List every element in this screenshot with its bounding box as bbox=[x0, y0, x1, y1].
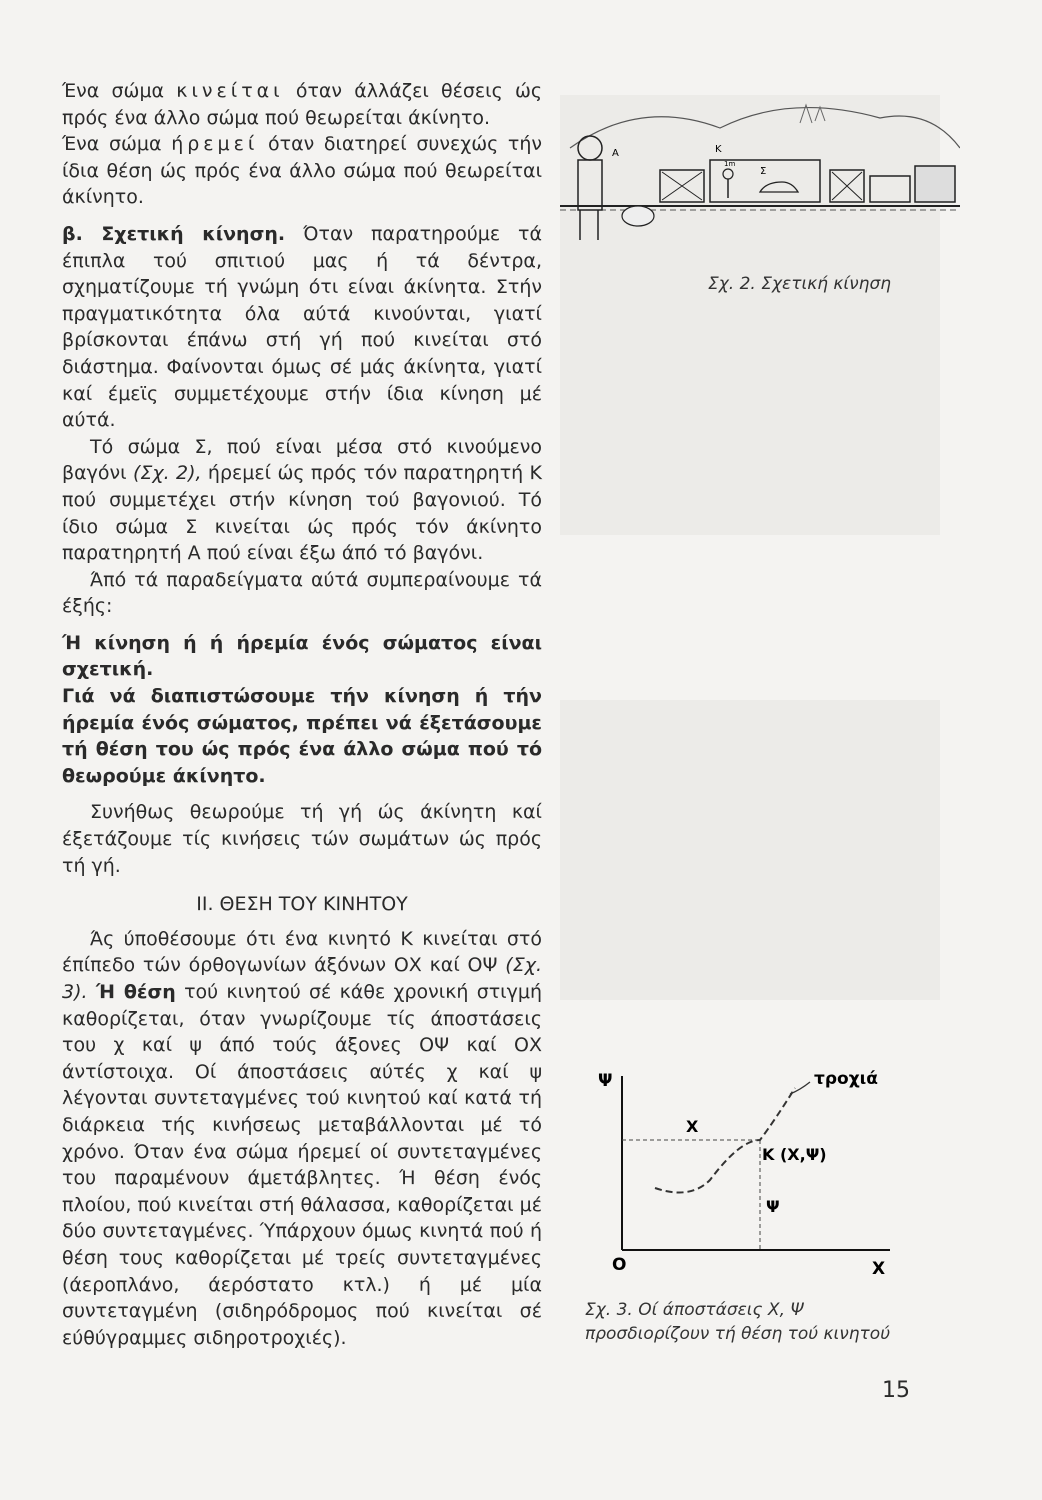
axis-label-x: Χ bbox=[872, 1259, 886, 1279]
paragraph: Άς ύποθέσουμε ότι ένα κινητό Κ κινείται στό έπίπεδο τών όρθογωνίων άξόνων ΟΧ καί ΟΨ (Σχ. 3). Ή θέση τού κινητού σέ κάθε χρονική στιγμή καθορίζεται, όταν γνωρίζουμε τίς άποστάσεις του χ καί ψ άπό τούς άξονες ΟΨ καί ΟΧ άντίστοιχα. Οί άποστάσεις αύτές χ καί ψ λέγονται συντεταγμένες τού κινητού καί κατά τή διάρκεια τής κινήσεως μεταβάλλονται μέ τό χρόνο. Όταν ένα σώμα ήρεμεί οί συντεταγμένες του παραμένουν άμετάβλητες. Ή θέση ένός πλοίου, πού κινείται στή θάλασσα, καθορίζεται μέ δύο συντεταγμένες. Ύπάρχουν όμως κινητά πού ή θέση τους καθορίζεται μέ τρείς συντεταγμένες (άεροπλάνο, άερόστατο κτλ.) ή μέ μία συντεταγμένη (σιδηρόδρομος πού κινείται σέ εύθύγραμμες σιδηροτροχιές). bbox=[62, 927, 542, 1349]
car-sigma bbox=[760, 182, 798, 192]
x-distance-label: Χ bbox=[686, 1117, 699, 1136]
main-text-column bbox=[62, 78, 542, 1351]
wagon-cross bbox=[662, 172, 702, 200]
coal-wagon bbox=[870, 176, 910, 202]
origin-label: Ο bbox=[612, 1255, 627, 1275]
y-distance-label: Ψ bbox=[766, 1197, 780, 1216]
sheep bbox=[622, 206, 654, 226]
paragraph: Άπό τά παραδείγματα αύτά συμπεραίνουμε τά έξής: bbox=[62, 568, 542, 618]
paragraph: Τό σώμα Σ, πού είναι μέσα στό κινούμενο βαγόνι (Σχ. 2), ήρεμεί ώς πρός τόν παρατηρητή Κ πού συμμετέχει στήν κίνηση τού βαγονιού. Τό ίδιο σώμα Σ κινείται ώς πρός τόν άκίνητο παρατηρητή Α πού είναι έξω άπό τό βαγόνι. bbox=[62, 435, 542, 565]
relative-motion-illustration bbox=[560, 88, 960, 258]
locomotive bbox=[915, 166, 955, 202]
figure3-caption: Σχ. 3. Οί άποστάσεις Χ, Ψ προσδιορίζουν τή θέση τού κινητού bbox=[585, 1300, 891, 1344]
paragraph: Ένα σώμα κινείται όταν άλλάζει θέσεις ώς πρός ένα άλλο σώμα πού θεωρείται άκίνητο. bbox=[62, 80, 543, 129]
hills bbox=[570, 108, 960, 148]
trajectory-curve bbox=[655, 1088, 795, 1193]
observer-k-head bbox=[723, 169, 733, 179]
section-title: ΙΙ. ΘΕΣΗ ΤΟΥ ΚΙΝΗΤΟΥ bbox=[196, 893, 408, 916]
coordinates-diagram bbox=[590, 1060, 910, 1280]
observer-a-legs bbox=[580, 210, 598, 240]
label-sigma: Σ bbox=[760, 166, 767, 177]
bold-statement: Ή κίνηση ή ή ήρεμία ένός σώματος είναι σχετική. bbox=[62, 631, 542, 681]
paragraph: Ένα σώμα ήρεμεί όταν διατηρεί συνεχώς τήν ίδια θέση ώς πρός ένα άλλο σώμα πού θεωρείται άκίνητο. bbox=[62, 133, 543, 209]
label-a: Α bbox=[612, 148, 619, 159]
observer-a-body bbox=[578, 160, 602, 210]
paragraph: Συνήθως θεωρούμε τή γή ώς άκίνητη καί έξετάζουμε τίς κινήσεις τών σωμάτων ώς πρός τή γή. bbox=[62, 801, 542, 877]
trajectory-label: τροχιά bbox=[814, 1069, 878, 1089]
paragraph: β. Σχετική κίνηση. Όταν παρατηρούμε τά έπιπλα τού σπιτιού μας ή τά δέντρα, σχηματίζουμε τή γνώμη ότι είναι άκίνητα. Στήν πραγματικότητα όλα αύτά κινούνται, γιατί βρίσκονται έπάνω στή γή πού κινείται στό διάστημα. Φαίνονται όμως σέ μάς άκίνητα, γιατί καί έμεϊς συμμετέχουμε στήν ίδια κίνηση μέ αύτά. bbox=[62, 222, 543, 432]
figure2-caption: Σχ. 2. Σχετική κίνηση bbox=[708, 274, 891, 294]
point-k-label: Κ (Χ,Ψ) bbox=[762, 1145, 827, 1164]
observer-a-head bbox=[578, 136, 602, 160]
page-number: 15 bbox=[882, 1378, 910, 1403]
label-k: Κ bbox=[715, 144, 722, 155]
wagon-cross bbox=[832, 172, 862, 200]
axis-label-y: Ψ bbox=[598, 1071, 613, 1091]
bold-statement: Γιά νά διαπιστώσουμε τήν κίνηση ή τήν ήρεμία ένός σώματος, πρέπει νά έξετάσουμε τή θέση του ώς πρός ένα άλλο σώμα πού τό θεωρούμε άκίνητο. bbox=[62, 685, 542, 787]
background-shade bbox=[560, 700, 940, 1000]
trajectory-pointer bbox=[790, 1082, 810, 1094]
subsection-heading: β. Σχετική κίνηση. bbox=[62, 222, 286, 245]
label-1m: 1m bbox=[724, 160, 736, 168]
